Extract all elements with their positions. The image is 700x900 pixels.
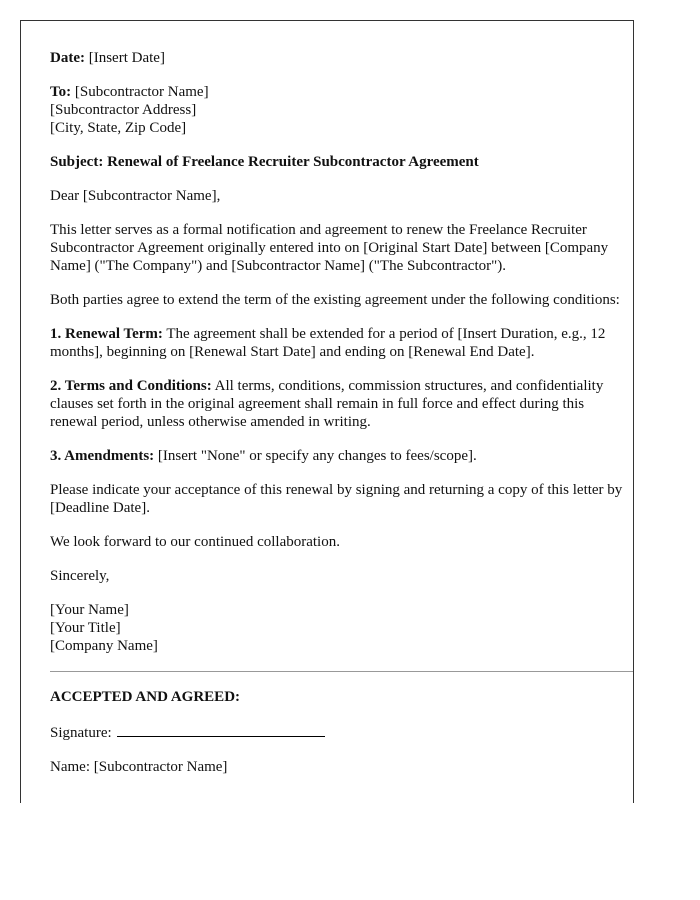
recipient-block [50,83,633,137]
sender-name: [Your Name] [50,602,129,618]
divider [50,671,633,672]
subject-line [50,153,633,171]
to-label: To: [50,84,72,100]
recipient-address: [Subcontractor Address] [50,102,197,118]
signature-line [50,722,633,742]
salutation: Dear [Subcontractor Name], [50,188,221,204]
recipient-city: [City, State, Zip Code] [50,120,187,136]
subcontractor-name-line: Name: [Subcontractor Name] [50,759,228,775]
accepted-heading-text: ACCEPTED AND AGREED: [50,689,241,705]
accepted-heading [50,688,633,706]
date-value: [Insert Date] [88,50,165,66]
sender-block [50,601,633,655]
term-text: [Insert "None" or specify any changes to fees/scope]. [154,448,477,464]
term-text: All terms, conditions, commission structures, and confidentiality clauses set forth in the original agreement shall remain in full force and effect during this renewal period, unless otherwise amended in writing. [50,378,604,430]
conditions-intro: Both parties agree to extend the term of the existing agreement under the following conditions: [50,292,620,308]
recipient-name: [Subcontractor Name] [74,84,209,100]
sign-off: Sincerely, [50,568,110,584]
sender-company: [Company Name] [50,638,158,654]
term-text: The agreement shall be extended for a period of [Insert Duration, e.g., 12 months], beginning on [Renewal Start Date] and ending on [Renewal End Date]. [50,326,606,360]
signature-blank[interactable] [117,722,325,737]
date-label: Date: [50,50,85,66]
acceptance-request: Please indicate your acceptance of this renewal by signing and returning a copy of this letter by [Deadline Date]. [50,482,623,516]
term-label: 1. Renewal Term: [50,326,163,342]
term-label: 3. Amendments: [50,448,155,464]
date-line [50,49,633,67]
sender-title: [Your Title] [50,620,121,636]
term-label: 2. Terms and Conditions: [50,378,212,394]
intro-paragraph: This letter serves as a formal notification and agreement to renew the Freelance Recruiter Subcontractor Agreement originally entered into on [Original Start Date] between [Company Name] ("The Company") and [Subcontractor Name] ("The Subcontractor"). [50,222,609,274]
signature-label: Signature: [50,725,112,741]
subject-text: Subject: Renewal of Freelance Recruiter Subcontractor Agreement [50,154,479,170]
term-renewal [50,325,633,361]
closing-line: We look forward to our continued collaboration. [50,534,340,550]
term-amendments [50,447,633,465]
letter-page [20,20,634,803]
term-conditions [50,377,633,431]
